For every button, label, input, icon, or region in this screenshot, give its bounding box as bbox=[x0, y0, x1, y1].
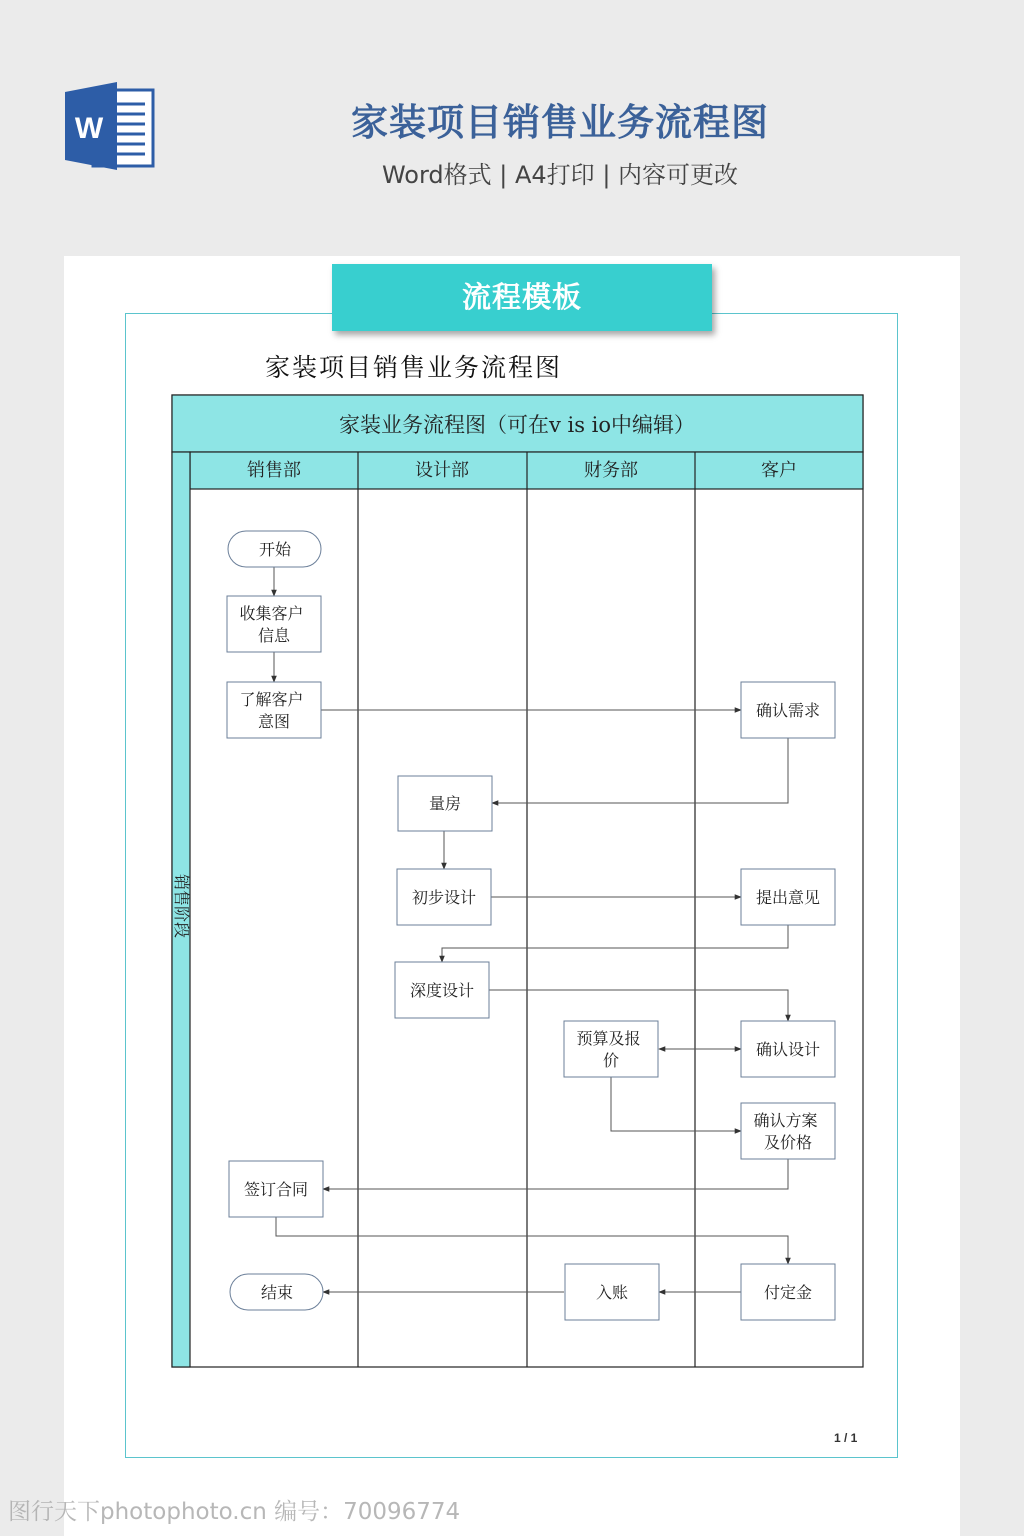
node-understand-intent-line2: 意图 bbox=[257, 712, 291, 731]
node-sign-contract-label: 签订合同 bbox=[243, 1180, 309, 1199]
page-subtitle: Word格式 | A4打印 | 内容可更改 bbox=[381, 161, 739, 189]
node-preliminary-design-label: 初步设计 bbox=[411, 888, 477, 907]
node-confirm-plan-price-line2: 及价格 bbox=[763, 1133, 813, 1152]
lane-header-sales: 销售部 bbox=[247, 460, 301, 481]
node-collect-info-line1: 收集客户 bbox=[239, 604, 304, 623]
node-start-label: 开始 bbox=[258, 540, 292, 559]
node-detailed-design-label: 深度设计 bbox=[409, 981, 475, 1000]
page-title: 家装项目销售业务流程图 bbox=[351, 101, 769, 144]
node-record-entry-label: 入账 bbox=[595, 1283, 629, 1302]
node-budget-quote-line1: 预算及报 bbox=[576, 1029, 641, 1048]
node-collect-info-line2: 信息 bbox=[257, 626, 291, 645]
page-number: 1 / 1 bbox=[834, 1431, 858, 1445]
lane-header-finance: 财务部 bbox=[584, 460, 638, 481]
node-give-feedback-label: 提出意见 bbox=[755, 888, 821, 907]
node-end-label: 结束 bbox=[260, 1283, 294, 1302]
stage-label: 销售阶段 bbox=[172, 874, 191, 939]
node-pay-deposit-label: 付定金 bbox=[763, 1283, 813, 1302]
node-understand-intent-line1: 了解客户 bbox=[239, 690, 304, 709]
node-confirm-needs-label: 确认需求 bbox=[755, 701, 821, 720]
flowchart-title: 家装业务流程图（可在v is io中编辑） bbox=[338, 413, 696, 437]
node-confirm-plan-price-line1: 确认方案 bbox=[753, 1111, 818, 1130]
template-ribbon: 流程模板 bbox=[332, 264, 712, 331]
lane-header-customer: 客户 bbox=[761, 460, 797, 481]
node-measure-house-label: 量房 bbox=[428, 794, 462, 813]
watermark-text: 图行天下photophoto.cn 编号：70096774 bbox=[8, 1499, 461, 1525]
word-icon-letter: W bbox=[74, 112, 104, 145]
node-budget-quote-line2: 价 bbox=[602, 1051, 620, 1070]
lane-header-design: 设计部 bbox=[415, 460, 469, 481]
node-confirm-design-label: 确认设计 bbox=[755, 1040, 821, 1059]
document-title: 家装项目销售业务流程图 bbox=[265, 353, 563, 382]
